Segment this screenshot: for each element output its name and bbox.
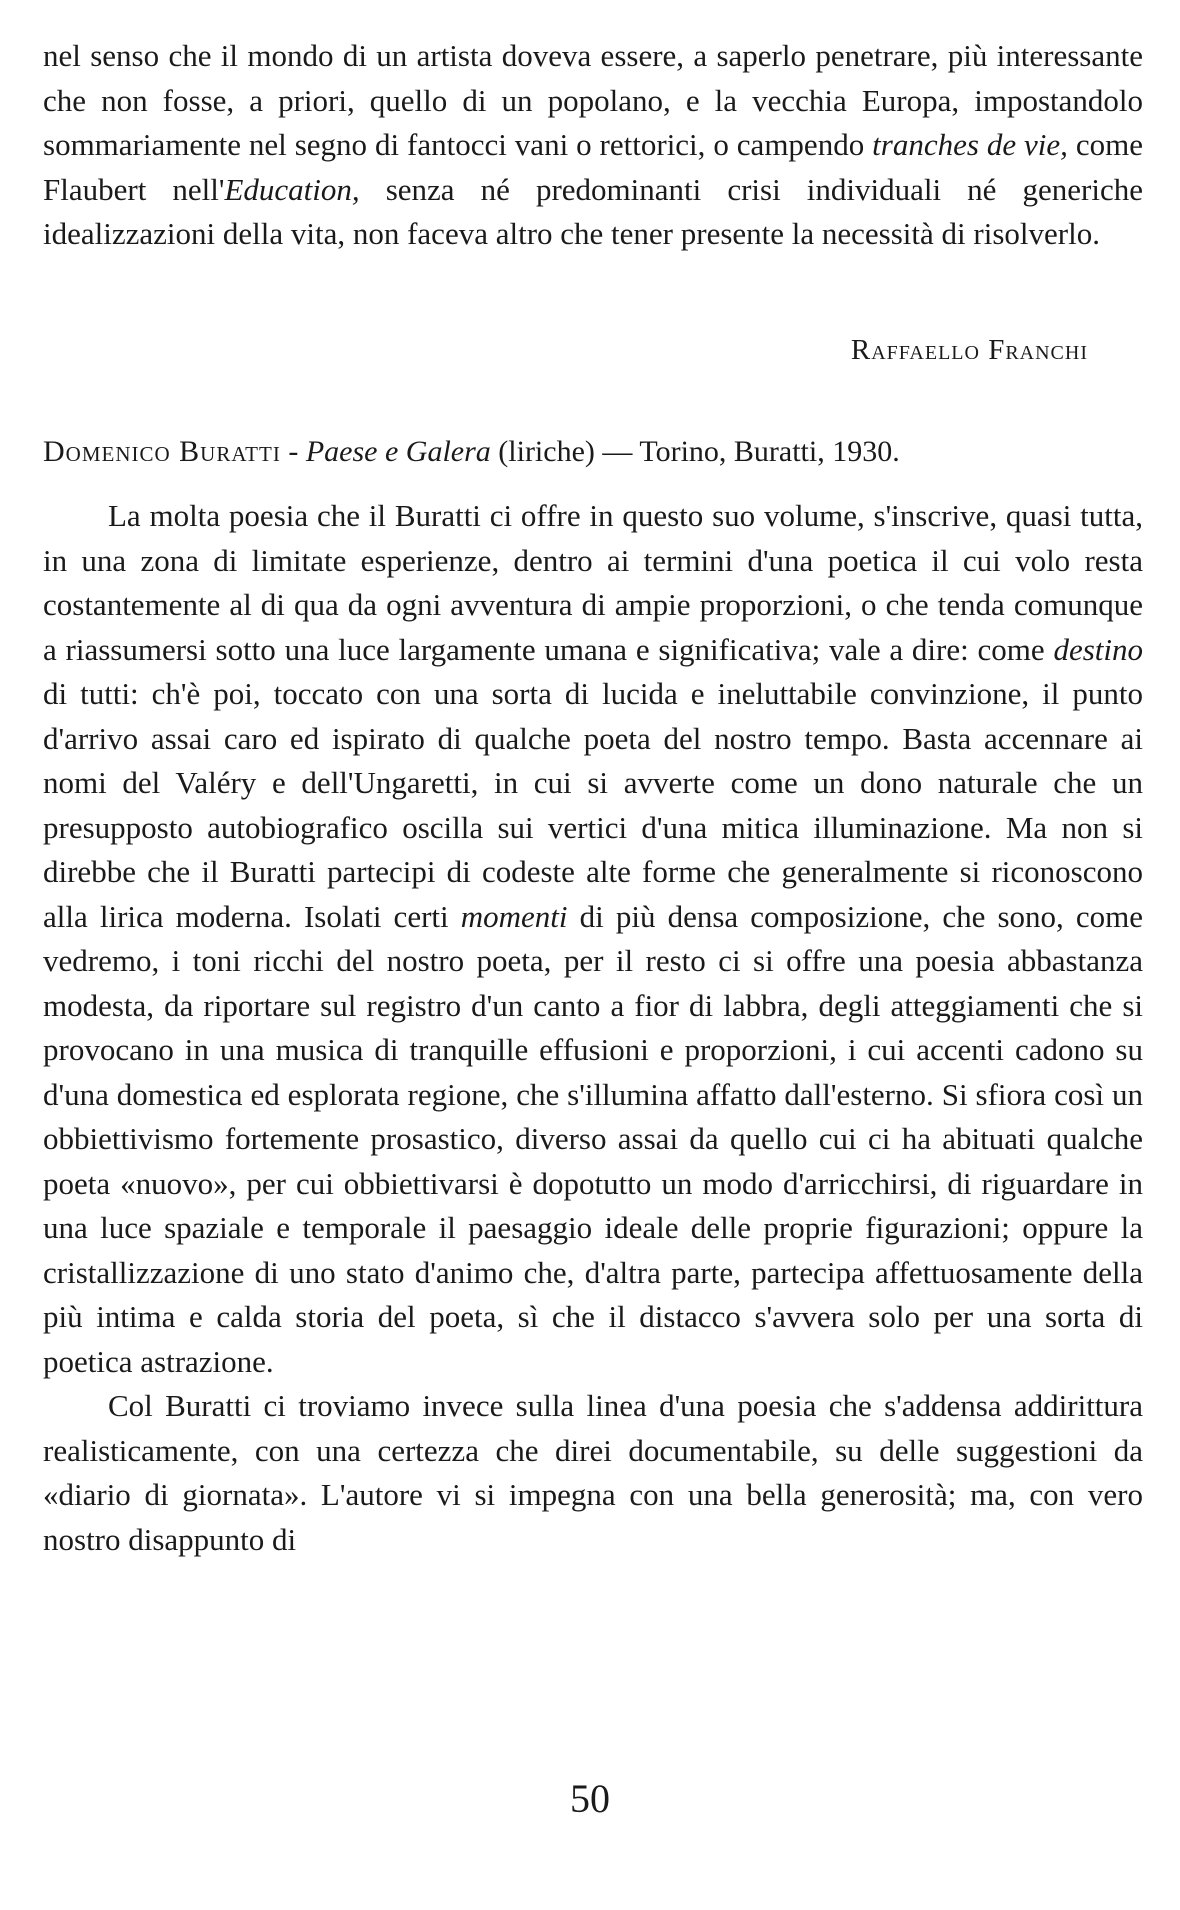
author-signature: Raffaello Franchi xyxy=(850,334,1088,366)
review-paragraph: Col Buratti ci troviamo invece sulla linea d'una poesia che s'addensa addirittura realisticamente, con una certezza che direi documentabile, su delle suggestioni da «diario di giornata». L'autore vi si impegna con una bella generosità; ma, con vero nostro disappunto di xyxy=(43,1388,1143,1557)
italic-phrase: momenti xyxy=(460,898,568,934)
review-book-title: Paese e Galera xyxy=(305,435,491,468)
text-run: come Flaubert nell' xyxy=(43,127,1143,207)
review-paragraph xyxy=(43,494,1143,1384)
text-run: senza né predominanti crisi individuali né generiche idealizzazioni della vita, non faceva altro che tener presente la necessità di risolverlo. xyxy=(43,171,1143,251)
review-details: (liriche) — Torino, Buratti, 1930. xyxy=(490,435,900,468)
text-run: di tutti: ch'è poi, toccato con una sorta di lucida e ineluttabile convinzione, il punto d'arrivo assai caro ed ispirato di qualche poeta del nostro tempo. Basta accennare ai nomi del Valéry e dell'Ungaretti, in cui si avverte come un dono naturale che un presupposto autobiografico oscilla sui vertici d'una mitica illuminazione. Ma non si direbbe che il Buratti partecipi di codeste alte forme che generalmente si riconoscono alla lirica moderna. Isolati certi xyxy=(43,676,1143,934)
page-number: 50 xyxy=(570,1776,610,1821)
review-body xyxy=(43,494,1143,1562)
italic-phrase: destino xyxy=(1053,631,1143,667)
review-author: Domenico Buratti xyxy=(43,435,281,468)
opening-paragraph xyxy=(43,34,1143,257)
review-heading xyxy=(43,432,1143,472)
text-run: di più densa composizione, che sono, come vedremo, i toni ricchi del nostro poeta, per il resto ci si offre una poesia abbastanza modesta, da riportare sul registro d'un canto a fior di labbra, degli atteggiamenti che si provocano in una musica di tranquille effusioni e proporzioni, i cui accenti cadono su d'una domestica ed esplorata regione, che s'illumina affatto dall'esterno. Si sfiora così un obbiettivismo fortemente prosastico, diverso assai da quello cui ci ha abituati qualche poeta «nuovo», per cui obbiettivarsi è dopotutto un modo d'arricchirsi, di riguardare in una luce spaziale e temporale il paesaggio ideale delle proprie figurazioni; oppure la cristallizzazione di uno stato d'animo che, d'altra parte, partecipa affettuosamente della più intima e calda storia del poeta, sì che il distacco s'avvera solo per una sorta di poetica astrazione. xyxy=(43,898,1144,1379)
text-run: nel senso che il mondo di un artista doveva essere, a saperlo penetrare, più interessante che non fosse, a priori, quello di un popolano, e la vecchia Europa, impostandolo sommariamente nel segno di fantocci vani o rettorici, o campendo xyxy=(43,38,1143,162)
text-run: La molta poesia che il Buratti ci offre in questo suo volume, s'inscrive, quasi tutta, in una zona di limitate esperienze, dentro ai termini d'una poetica il cui volo resta costantemente al di qua da ogni avventura di ampie proporzioni, o che tenda comunque a riassumersi sotto una luce largamente umana e significativa; vale a dire: come xyxy=(43,498,1143,667)
italic-phrase: Education, xyxy=(224,171,360,207)
heading-separator: - xyxy=(280,435,306,468)
italic-phrase: tranches de vie, xyxy=(872,127,1068,162)
